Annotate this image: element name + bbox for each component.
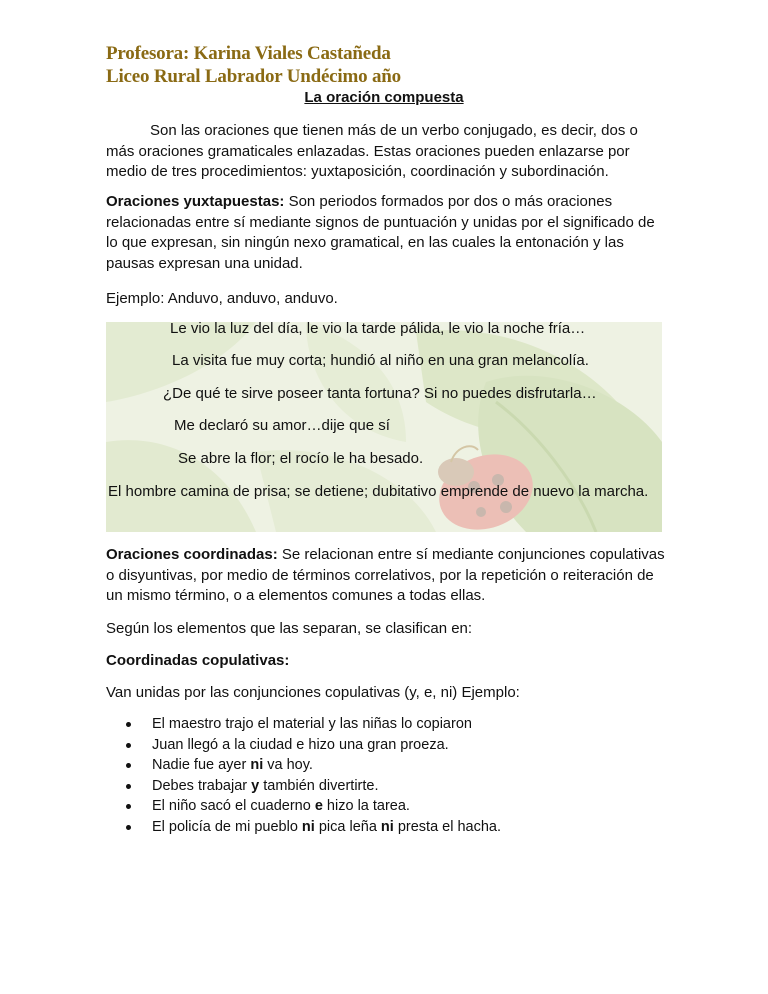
- conjunction-bold: ni: [250, 757, 264, 773]
- clasifican-text: Según los elementos que las separan, se clasifican en:: [106, 620, 473, 637]
- yuxtapuestas-text: Son periodos formados por dos o más oraciones relacionadas entre sí mediante signos de puntuación y unidas por el significado de lo que expresan, sin ningún nexo gramatical, en las cuales la entonación y las pausas expresan una unidad.: [106, 193, 655, 272]
- page-title: [0, 89, 768, 106]
- intro-paragraph: Son las oraciones que tienen más de un verbo conjugado, es decir, dos o más oraciones gramaticales enlazadas. Estas oraciones pueden enlazarse por medio de tres procedimientos: yuxtaposición, coordinación y subordinación.: [106, 122, 638, 180]
- copulativas-heading: Coordinadas copulativas:: [106, 652, 290, 669]
- list-item-text: Juan llegó a la ciudad e hizo una gran proeza.: [152, 736, 449, 753]
- example-line: El hombre camina de prisa; se detiene; dubitativo emprende de nuevo la marcha.: [108, 483, 649, 500]
- bullet-icon: [126, 784, 131, 789]
- example-intro: Ejemplo: Anduvo, anduvo, anduvo.: [106, 290, 338, 307]
- list-item-text: Nadie fue ayer: [152, 757, 251, 773]
- example-line: ¿De qué te sirve poseer tanta fortuna? Si no puedes disfrutarla…: [163, 385, 597, 402]
- copulativas-intro: Van unidas por las conjunciones copulativas (y, e, ni) Ejemplo:: [106, 684, 520, 701]
- list-item: [106, 755, 666, 776]
- example-line: Le vio la luz del día, le vio la tarde pálida, le vio la noche fría…: [170, 320, 586, 337]
- list-item: [106, 735, 666, 756]
- list-item-text: también divertirte.: [259, 777, 379, 794]
- conjunction-bold: y: [251, 777, 260, 794]
- header-teacher: Profesora: Karina Viales Castañeda: [106, 43, 391, 64]
- list-item-text: Debes trabajar: [152, 777, 252, 794]
- yuxtapuestas-paragraph: [106, 192, 666, 274]
- example-line: Me declaró su amor…dije que sí: [174, 417, 390, 434]
- conjunction-bold: ni: [380, 818, 394, 835]
- list-item-text: El policía de mi pueblo: [152, 818, 302, 835]
- list-item-text: va hoy.: [263, 757, 313, 773]
- bullet-icon: [126, 763, 131, 768]
- title-text: La oración compuesta: [304, 89, 464, 106]
- list-item-text: El maestro trajo el material y las niñas lo copiaron: [152, 716, 472, 732]
- conjunction-bold: ni: [301, 818, 315, 835]
- list-item: [106, 714, 666, 735]
- list-item-text: presta el hacha.: [393, 818, 502, 835]
- list-item-text: El niño sacó el cuaderno: [152, 798, 315, 814]
- list-item-text: pica leña: [314, 818, 381, 835]
- bullet-icon: [126, 722, 131, 727]
- example-line: La visita fue muy corta; hundió al niño en una gran melancolía.: [172, 352, 589, 369]
- list-item-text: hizo la tarea.: [322, 798, 410, 814]
- examples-list: [106, 714, 666, 837]
- example-line: Se abre la flor; el rocío le ha besado.: [178, 450, 424, 467]
- yuxtapuestas-term: Oraciones yuxtapuestas:: [106, 193, 285, 210]
- bullet-icon: [126, 743, 131, 748]
- coordinadas-paragraph: [106, 545, 666, 607]
- list-item: [106, 776, 666, 797]
- bullet-icon: [126, 804, 131, 809]
- coordinadas-text: Se relacionan entre sí mediante conjunciones copulativas o disyuntivas, por medio de términos correlativos, por la repetición o reiteración de un mismo término, o a elementos comunes a todas ellas.: [106, 546, 665, 604]
- list-item: [106, 796, 666, 817]
- conjunction-bold: e: [314, 798, 323, 814]
- header-school: Liceo Rural Labrador Undécimo año: [106, 66, 401, 87]
- list-item: [106, 817, 666, 838]
- bullet-icon: [126, 825, 131, 830]
- coordinadas-term: Oraciones coordinadas:: [106, 546, 278, 563]
